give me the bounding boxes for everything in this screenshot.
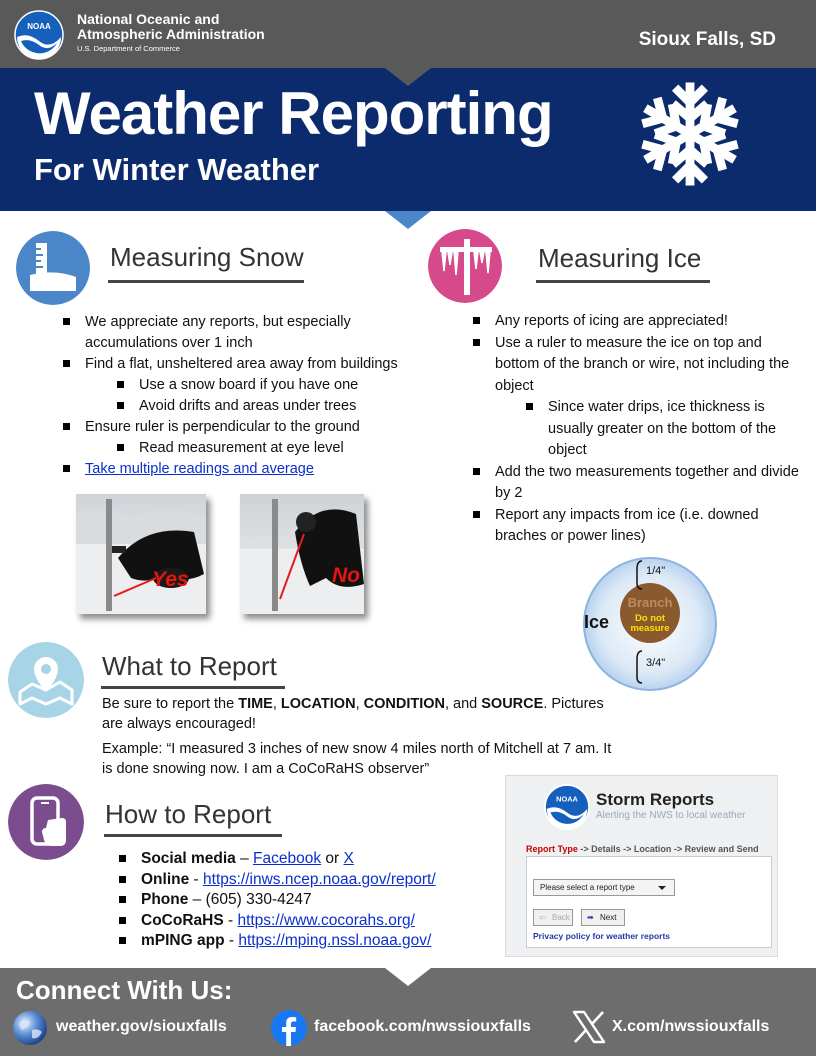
storm-reports-subtitle: Alerting the NWS to local weather — [596, 810, 746, 821]
list-item-online — [141, 870, 501, 891]
smartphone-icon — [8, 784, 84, 860]
example-report: Example: “I measured 3 inches of new snow 4 miles north of Mitchell at 7 am. It is done snowing now. I am a CoCoRaHS observer” — [102, 741, 612, 777]
noaa-logo-small-text: NOAA — [556, 794, 578, 804]
phone-label: Phone — [141, 891, 189, 908]
banner-notch-bottom — [385, 211, 431, 229]
storm-reports-title: Storm Reports — [596, 790, 715, 809]
cocorahs-label: CoCoRaHS — [141, 911, 224, 929]
what-text: . Pictures are always encouraged! — [102, 696, 604, 732]
footer-notch — [385, 968, 431, 986]
mping-label: mPING app — [141, 932, 225, 949]
list-item: Any reports of icing are appreciated! — [495, 311, 800, 333]
back-button-label: Back — [552, 913, 570, 922]
mping-link[interactable]: https://mping.nssl.noaa.gov/ — [238, 932, 432, 949]
what-text: , and — [444, 696, 482, 712]
separator: - — [224, 932, 239, 949]
report-type-select[interactable]: Please select a report type — [533, 879, 675, 896]
step-report-type: Report Type — [526, 844, 578, 854]
facebook-link[interactable]: Facebook — [253, 850, 322, 867]
social-label: Social media — [141, 850, 236, 867]
list-item: Report any impacts from ice (i.e. downed braches or power lines) — [495, 505, 800, 548]
list-item-link — [85, 459, 425, 480]
list-item-phone — [141, 890, 501, 911]
list-item: Ensure ruler is perpendicular to the ground — [85, 417, 425, 438]
list-item: Since water drips, ice thickness is usually greater on the bottom of the object — [548, 397, 800, 462]
steps-remaining: -> Details -> Location -> Review and Send — [577, 844, 759, 854]
noaa-logo-small-icon — [544, 784, 590, 830]
noaa-logo-text: NOAA — [27, 22, 51, 31]
x-link[interactable]: X — [343, 850, 354, 867]
next-arrow-icon: ➡ — [587, 913, 594, 922]
report-form — [526, 856, 772, 948]
snow-title-rule — [108, 280, 304, 283]
do-not-measure-label — [624, 614, 676, 634]
cocorahs-link[interactable]: https://www.cocorahs.org/ — [237, 911, 415, 929]
list-item-cocorahs — [141, 911, 501, 932]
do-not-measure-line1: Do not — [634, 613, 666, 624]
ice-section-title: Measuring Ice — [538, 243, 702, 273]
separator: – — [188, 891, 206, 908]
list-item: Avoid drifts and areas under trees — [139, 396, 425, 417]
list-item: We appreciate any reports, but especially accumulations over 1 inch — [85, 312, 425, 354]
list-item: Use a snow board if you have one — [139, 375, 425, 396]
photo-yes-image — [76, 494, 206, 614]
list-item: Read measurement at eye level — [139, 438, 425, 459]
how-list — [141, 849, 501, 952]
online-report-link[interactable]: https://inws.ncep.noaa.gov/report/ — [203, 870, 436, 888]
ice-bottom-thickness: 3/4" — [646, 657, 666, 669]
back-arrow-icon: ⇦ — [539, 913, 546, 922]
privacy-policy-link[interactable]: Privacy policy for weather reports — [533, 931, 670, 941]
list-item-mping — [141, 931, 501, 952]
x-profile-link[interactable]: X.com/nwssiouxfalls — [612, 1018, 770, 1035]
page-title: Weather Reporting — [34, 80, 553, 147]
snowflake-icon — [636, 80, 744, 188]
list-item: Add the two measurements together and divide by 2 — [495, 462, 800, 505]
storm-reports-screenshot — [505, 775, 778, 957]
ice-label: Ice — [584, 612, 610, 632]
photo-correct-measurement — [76, 494, 206, 614]
icicle-power-pole-icon — [428, 229, 502, 303]
phone-number: (605) 330-4247 — [205, 891, 312, 908]
globe-icon — [12, 1010, 48, 1046]
keyword-time: TIME — [238, 696, 273, 712]
how-title-rule — [104, 834, 282, 837]
online-label: Online — [141, 870, 190, 888]
connect-heading: Connect With Us: — [16, 975, 233, 1005]
list-item-social — [141, 849, 501, 870]
org-name-line2: Atmospheric Administration — [77, 26, 265, 42]
ice-thickness-diagram — [580, 555, 720, 693]
office-location: Sioux Falls, SD — [638, 29, 776, 50]
org-subtitle: U.S. Department of Commerce — [77, 44, 180, 53]
x-logo-icon — [572, 1010, 606, 1044]
snow-section-title: Measuring Snow — [110, 242, 304, 272]
report-steps — [526, 844, 759, 854]
page-subtitle: For Winter Weather — [34, 152, 320, 187]
facebook-icon — [270, 1009, 308, 1047]
multiple-readings-link[interactable]: Take multiple readings and average — [85, 461, 314, 477]
list-item: Use a ruler to measure the ice on top and bottom of the branch or wire, not including the object — [495, 333, 800, 398]
back-button[interactable] — [533, 909, 573, 926]
next-button-label: Next — [600, 913, 617, 922]
separator: – — [235, 850, 253, 867]
what-report-paragraph — [102, 694, 622, 734]
how-section-title: How to Report — [105, 799, 272, 829]
separator: or — [321, 850, 344, 867]
facebook-page-link[interactable]: facebook.com/nwssiouxfalls — [314, 1018, 531, 1035]
photo-yes-label: Yes — [152, 568, 189, 591]
next-button[interactable] — [581, 909, 625, 926]
keyword-condition: CONDITION — [363, 696, 445, 712]
what-section-title: What to Report — [102, 651, 277, 681]
ice-top-thickness: 1/4" — [646, 565, 666, 577]
photo-incorrect-measurement — [240, 494, 364, 614]
separator: - — [223, 911, 238, 929]
what-text: Be sure to report the — [102, 696, 239, 712]
do-not-measure-line2: measure — [630, 623, 670, 634]
keyword-source: SOURCE — [481, 696, 544, 712]
photo-no-image — [240, 494, 364, 614]
list-item: Find a flat, unsheltered area away from buildings — [85, 354, 425, 375]
snow-list — [85, 312, 425, 480]
what-text: , — [355, 696, 364, 712]
map-pin-icon — [8, 642, 84, 718]
what-title-rule — [101, 686, 285, 689]
website-link[interactable]: weather.gov/siouxfalls — [56, 1018, 227, 1035]
keyword-location: LOCATION — [280, 696, 356, 712]
branch-label: Branch — [627, 595, 673, 610]
photo-no-label: No — [332, 564, 360, 587]
org-name — [77, 12, 265, 42]
separator: - — [189, 870, 204, 888]
ice-title-rule — [536, 280, 710, 283]
ice-list — [495, 311, 800, 548]
noaa-logo-icon — [14, 10, 64, 60]
ruler-snow-icon — [16, 231, 90, 305]
org-name-line1: National Oceanic and — [77, 11, 220, 27]
what-text: , — [272, 696, 281, 712]
